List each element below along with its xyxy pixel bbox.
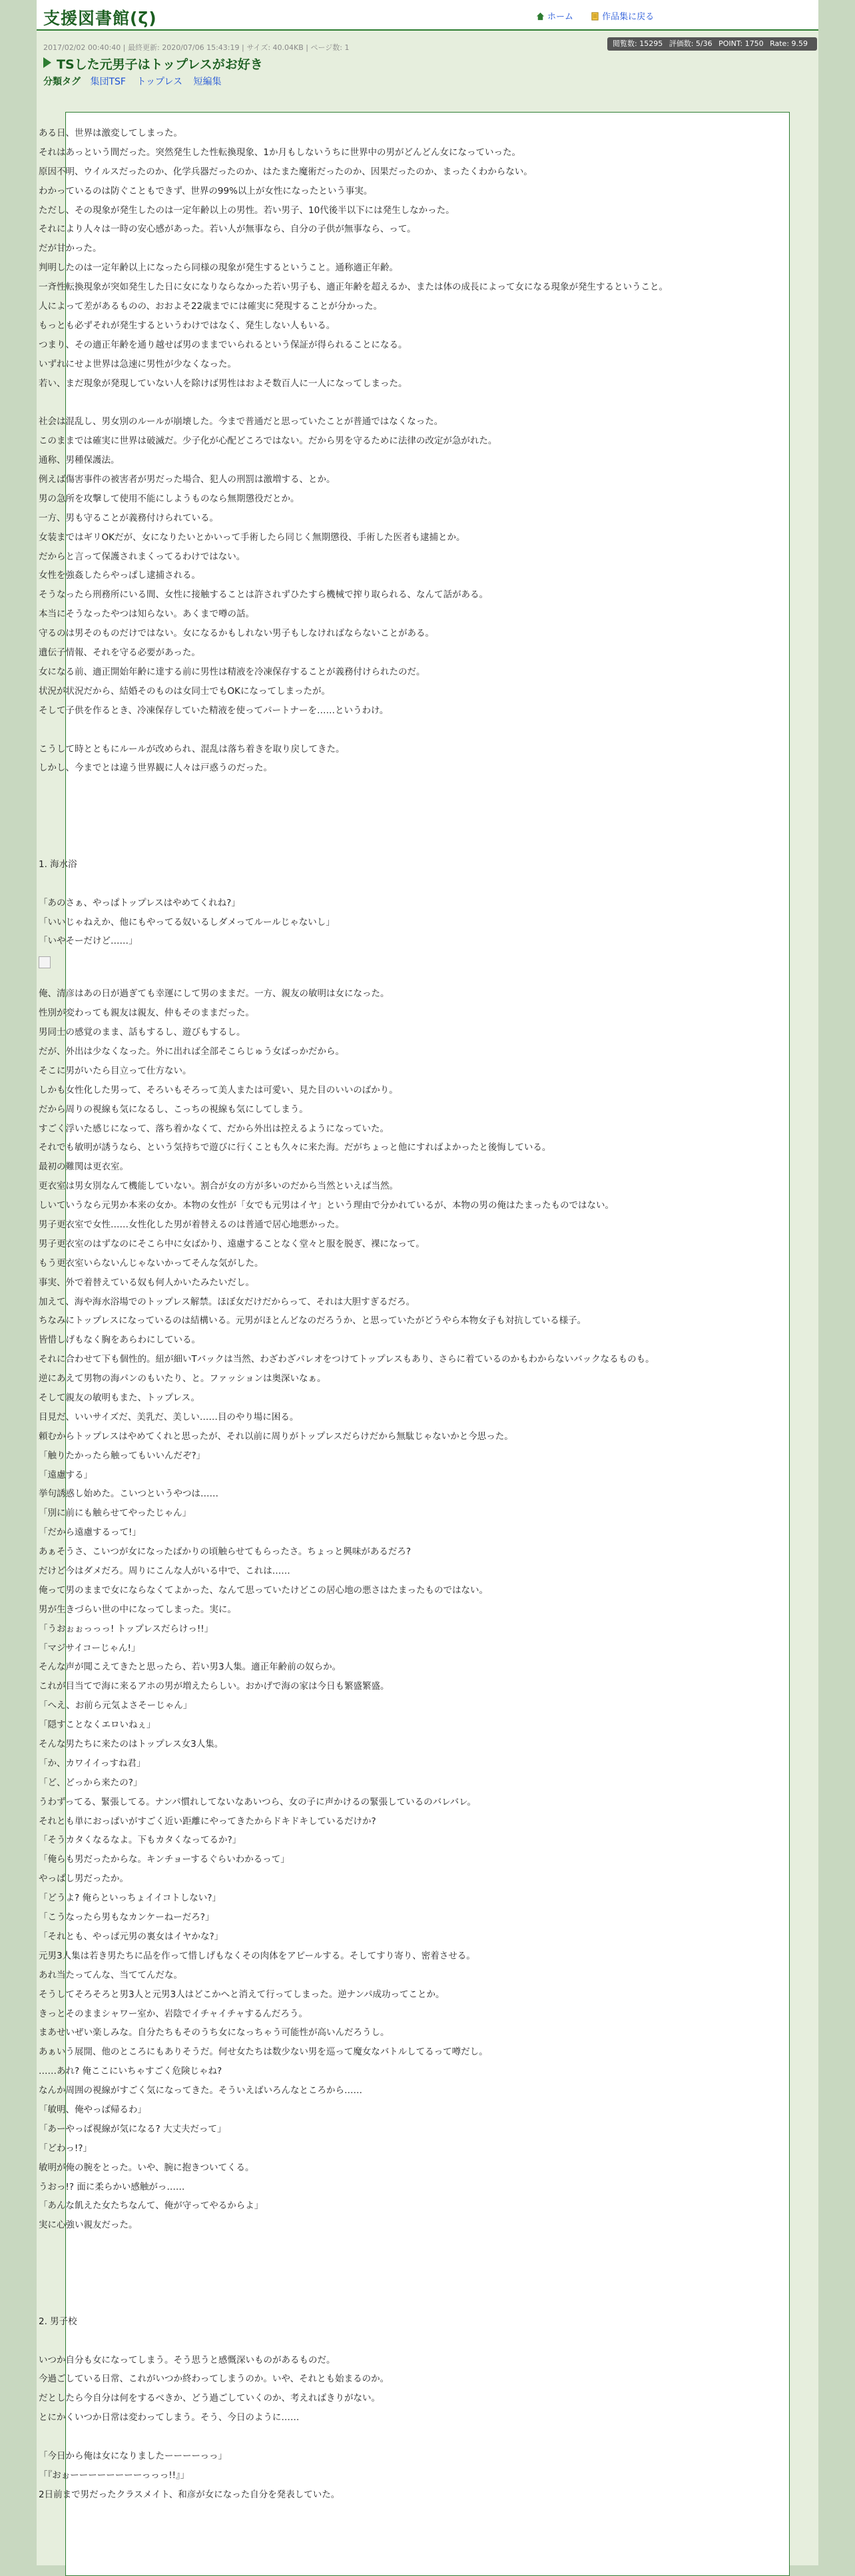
story-line: 「隠すことなくエロいねぇ」 [39,1720,156,1731]
story-line: 一方、男も守ることが義務付けられている。 [39,512,218,523]
story-line: 「いいじゃねえか、他にもやってる奴いるしダメってルールじゃないし」 [39,916,335,928]
story-line: 今過ごしている日常、これがいつか終わってしまうのか。いや、それとも始まるのか。 [39,2374,390,2385]
story-line: あぁいう展開、他のところにもありそうだ。何せ女たちは数少ない男を巡って魔女なバトルしてるって噂だし。 [39,2047,488,2058]
points-count: POINT: 1750 [718,39,764,48]
tag-list-label: 分類タグ [43,77,81,87]
story-line: ただし、その現象が発生したのは一定年齢以上の男性。若い男子、10代後半以下には発生しなかった。 [39,204,455,216]
blank-line [39,778,744,797]
story-line: そんな声が聞こえてきたと思ったら、若い男3人集。適正年齢前の奴らか。 [39,1662,342,1673]
story-line: もっとも必ずそれが発生するというわけではなく、発生しない人もいる。 [39,320,336,331]
story-line: 「あーやっぱ視線が気になる? 大丈夫だって」 [39,2123,226,2134]
story-line: 遺伝子情報、それを守る必要があった。 [39,647,200,659]
story-line: 「あのさぁ、やっぱトップレスはやめてくれね?」 [39,897,240,908]
site-title[interactable]: 支援図書館(ζ) [43,9,157,28]
story-line: 女性を強姦したらやっぱし逮捕される。 [39,570,200,581]
tag-link[interactable]: 短編集 [193,77,222,87]
story-line: 最初の難関は更衣室。 [39,1161,129,1173]
home-link-label: ホーム [547,12,574,22]
story-line: そうなったら刑務所にいる間、女性に接触することは許されずひたすら機械で搾り取られる、なんて話がある。 [39,589,488,601]
back-to-collection-link[interactable] [591,12,654,22]
story-line: 挙句誘惑し始めた。こいつというやつは…… [39,1488,218,1500]
tag-list [43,75,229,88]
story-line: 例えば傷害事件の被害者が男だった場合、犯人の刑罰は激増する、とか。 [39,474,336,485]
story-line: わかっているのは防ぐこともできず、世界の99%以上が女性になったという事実。 [39,185,373,196]
arrow-right-icon [43,57,51,68]
story-line: やっぱし男だったか。 [39,1873,129,1885]
home-icon [536,12,545,21]
story-line: 「どうよ? 俺らといっちょイイコトしない?」 [39,1893,221,1904]
story-line: 逆にあえて男物の海パンのもいたり、と。ファッションは奥深いなぁ。 [39,1373,326,1385]
story-line: 事実、外で着替えている奴も何人かいたみたいだし。 [39,1277,254,1288]
story-line: 「いやそーだけど……」 [39,936,138,947]
story-line: だから周りの視線も気になるし、こっちの視線も気にしてしまう。 [39,1104,308,1115]
story-line: 社会は混乱し、男女別のルールが崩壊した。今まで普通だと思っていたことが普通ではなくなった。 [39,416,443,428]
story-line: 「俺らも男だったからな。キンチョーするぐらいわかるって」 [39,1854,290,1865]
top-nav [536,9,669,22]
blank-line [39,2427,744,2447]
stats-bar [607,37,817,51]
story-line: 男子更衣室のはずなのにそこら中に女ばかり、遠慮することなく堂々と服を脱ぎ、裸になって。 [39,1238,425,1249]
story-line: あぁそうさ、こいつが女になったばかりの頃触らせてもらったさ。ちょっと興味があるだろ? [39,1546,412,1558]
story-line: 「触りたかったら触ってもいいんだぞ?」 [39,1450,206,1461]
story-line: しかも女性化した男って、そろいもそろって美人または可愛い、見た目のいいのばかり。 [39,1084,398,1096]
story-line: 「か、カワイイっすね君」 [39,1758,146,1769]
blank-line [39,797,744,816]
story-line: 俺、清彦はあの日が過ぎても幸運にして男のままだ。一方、親友の敏明は女になった。 [39,988,390,1000]
story-line: きっとそのままシャワー室か、岩陰でイチャイチャするんだろう。 [39,2008,308,2019]
story-line: 「そうカタくなるなよ。下もカタくなってるか?」 [39,1835,242,1846]
story-line: 俺って男のままで女にならなくてよかった、なんて思っていたけどこの居心地の悪さはたまったものではない。 [39,1584,488,1596]
story-line: あれ当たってんな、当ててんだな。 [39,1969,182,1981]
home-link[interactable] [536,12,573,22]
story-line: 男子更衣室で女性……女性化した男が着替えるのは普通で居心地悪かった。 [39,1219,344,1230]
blank-line [39,721,744,740]
story-line: 通称、男種保護法。 [39,455,120,466]
story-line: 若い、まだ現象が発現していない人を除けば男性はおよそ数百人に一人になってしまった。 [39,378,408,389]
story-line: うわずってる、緊張してる。ナンパ慣れしてないなあいつら、女の子に声かけるの緊張しているのバレバレ。 [39,1796,477,1807]
blank-line [39,874,744,894]
story-line: そして子供を作るとき、冷凍保存していた精液を使ってパートナーを……というわけ。 [39,705,389,716]
story-line: 頼むからトップレスはやめてくれと思ったが、それ以前に周りがトップレスだらけだから無駄じゃないかと今思った。 [39,1431,513,1442]
story-line: 状況が状況だから、結婚そのものは女同士でもOKになってしまったが。 [39,685,330,697]
story-line: 判明したのは一定年齢以上になったら同様の現象が発生するということ。通称適正年齢。 [39,262,398,274]
story-line: つまり、その適正年齢を通り越せば男のままでいられるという保証が得られることになる。 [39,339,408,350]
story-line: 「だから遠慮するって!」 [39,1527,141,1538]
evaluations-count: 評価数: 5/36 [669,39,712,48]
story-line: とにかくいつか日常は変わってしまう。そう、今日のように…… [39,2412,300,2423]
blank-line [39,393,744,412]
story-line: 本当にそうなったやつは知らない。あくまで噂の話。 [39,609,254,620]
story-line: それに合わせて下も個性的。紐が細いTバックは当然、わざわざパレオをつけてトップレスもあり、さらに着ているのかもわからないバックなるものも。 [39,1354,655,1365]
rate-value: Rate: 9.59 [770,39,808,48]
story-line: それでも敏明が誘うなら、という気持ちで遊びに行くことも久々に来た海。だがちょっと他にすればよかったと後悔している。 [39,1142,551,1153]
story-line: 守るのは男そのものだけではない。女になるかもしれない男子もしなければならないことがある。 [39,628,434,639]
blank-line [39,2235,744,2254]
tag-link[interactable]: 集団TSF [90,77,126,87]
story-line: うおっ!? 面に柔らかい感触がっ…… [39,2181,185,2192]
story-line: 2. 男子校 [39,2316,77,2327]
blank-line [39,816,744,836]
tag-link[interactable]: トップレス [137,77,183,87]
story-line: 加えて、海や海水浴場でのトップレス解禁。ほぼ女だけだからって、それは大胆すぎるだろ。 [39,1296,416,1307]
blank-line [39,2274,744,2293]
blank-line [39,2332,744,2351]
story-line: 「別に前にも触らせてやったじゃん」 [39,1508,192,1519]
story-line: このままでは確実に世界は破滅だ。少子化が心配どころではない。だから男を守るために法律の改定が急がれた。 [39,436,497,447]
story-line: ……あれ? 俺ここにいちゃすごく危険じゃね? [39,2066,222,2077]
story-line: 1. 海水浴 [39,858,77,870]
story-line: もう更衣室いらないんじゃないかってそんな気がした。 [39,1257,264,1269]
story-line: そして親友の敏明もまた、トップレス。 [39,1393,200,1403]
work-title [43,55,263,73]
story-line: ちなみにトップレスになっているのは結構いる。元男がほとんどなのだろうか、と思っていたがどうやら本物女子も対抗している様子。 [39,1315,587,1327]
story-line: 女になる前、適正開始年齢に達する前に男性は精液を冷凍保存することが義務付けられたのだ。 [39,666,426,677]
story-line: 皆惜しげもなく胸をあらわにしている。 [39,1335,200,1346]
story-line: しかし、今までとは違う世界観に人々は戸惑うのだった。 [39,763,272,774]
story-line: すごく浮いた感じになって、落ち着かなくて、だから外出は控えるようになっていた。 [39,1123,389,1134]
story-line: 元男3人集は若き男たちに品を作って惜しげもなくその肉体をアピールする。そしてすり寄り、密着させる。 [39,1950,475,1961]
blank-line [39,2254,744,2274]
story-line: 性別が変わっても親友は親友、仲もそのままだった。 [39,1008,254,1019]
broken-image-icon [39,951,744,984]
story-line: 「どわっ!?」 [39,2142,92,2154]
story-line: だけど今はダメだろ。周りにこんな人がいる中で、これは…… [39,1566,290,1577]
story-line: そうしてそろそろと男3人と元男3人はどこかへと消えて行ってしまった。逆ナンパ成功ってことか。 [39,1989,445,2000]
story-line: 2日前まで男だったクラスメイト、和彦が女になった自分を発表していた。 [39,2489,340,2500]
blank-line [39,836,744,855]
story-line: 「遠慮する」 [39,1469,93,1480]
blank-line [39,2293,744,2312]
story-line: いずれにせよ世界は急速に男性が少なくなった。 [39,358,236,370]
story-line: だが、外出は少なくなった。外に出れば全部そこらじゅう女ばっかだから。 [39,1046,344,1057]
views-count: 閲覧数: 15295 [613,39,663,48]
story-line: だからと言って保護されまくってるわけではない。 [39,551,246,562]
story-line: 原因不明、ウイルスだったのか、化学兵器だったのか、はたまた魔術だったのか、因果だったのか、まったくわからない。 [39,166,533,177]
story-line: そこに男がいたら目立って仕方ない。 [39,1065,192,1076]
story-line: 「へえ、お前ら元気よさそーじゃん」 [39,1700,192,1712]
story-line: それとも単におっぱいがすごく近い距離にやってきたからドキドキしているだけか? [39,1815,376,1827]
story-line: 「こうなったら男もなカンケーねーだろ?」 [39,1912,214,1923]
story-line: 男同士の感覚のまま、話もするし、遊びもするし。 [39,1027,246,1038]
story-line: それはあっという間だった。突然発生した性転換現象、1か月もしないうちに世界中の男がどんどん女になっていった。 [39,147,521,158]
story-line: 男の急所を攻撃して使用不能にしようものなら無期懲役だとか。 [39,493,300,504]
story-line: まあせいぜい楽しみな。自分たちもそのうち女になっちゃう可能性が高いんだろうし。 [39,2027,390,2039]
work-meta: 2017/02/02 00:40:40 | 最終更新: 2020/07/06 15:43:19 | サイズ: 40.04KB | ページ数: 1 [43,43,350,52]
story-line: そんな男たちに来たのはトップレス女3人集。 [39,1739,224,1750]
story-line: 目見だ、いいサイズだ、美乳だ、美しい……目のやり場に困る。 [39,1411,299,1423]
story-line: 「あんな飢えた女たちなんて、俺が守ってやるからよ」 [39,2200,264,2212]
story-line: 更衣室は男女別なんて機能していない。割合が女の方が多いのだから当然といえば当然。 [39,1181,398,1192]
back-link-label: 作品集に戻る [602,12,655,22]
story-line: なんか周囲の視線がすごく気になってきた。そういえばいろんなところから…… [39,2085,362,2096]
story-line: ある日、世界は激変してしまった。 [39,128,182,139]
story-line: 敏明が俺の腕をとった。いや、腕に抱きついてくる。 [39,2162,254,2173]
story-body [39,124,744,2505]
story-line: 女装まではギリOKだが、女になりたいとかいって手術したら同じく無期懲役、手術した医者も逮捕とか。 [39,531,465,543]
story-line: 実に心強い親友だった。 [39,2220,138,2231]
story-line: 「うおぉぉっっっ! トップレスだらけっ!!」 [39,1623,214,1634]
story-line: 「『おぉーーーーーーーーっっっ!!』」 [39,2469,190,2481]
story-line: 「ど、どっから来たの?」 [39,1777,142,1788]
story-line: こうして時とともにルールが改められ、混乱は落ち着きを取り戻してきた。 [39,743,345,755]
story-line: これが目当てで海に来るアホの男が増えたらしい。おかげで海の家は今日も繁盛繁盛。 [39,1681,390,1692]
story-line: だが甘かった。 [39,243,102,254]
story-line: しいていうなら元男か本来の女か。本物の女性が「女でも元男はイヤ」という理由で分かれているが、本物の男の俺はたまったものではない。 [39,1200,614,1211]
document-icon [591,12,599,21]
story-line: いつか自分も女になってしまう。そう思うと感慨深いものがあるものだ。 [39,2354,336,2366]
work-title-text: TSした元男子はトップレスがお好き [57,57,263,72]
story-line: 「それとも、やっぱ元男の裏女はイヤかな?」 [39,1931,224,1942]
story-line: 一斉性転換現象が突如発生した日に女になりならなかった若い男子も、適正年齢を超えるか、または体の成長によって女になる現象が発生するということ。 [39,282,668,293]
story-line: 「今日から俺は女になりましたーーーーっっ」 [39,2450,227,2461]
story-line: 「敏明、俺やっぱ帰るわ」 [39,2104,146,2115]
story-line: 人によって差があるものの、おおよそ22歳までには確実に発現することが分かった。 [39,301,383,312]
story-line: 「マジサイコーじゃん!」 [39,1642,141,1654]
story-line: 男が生きづらい世の中になってしまった。実に。 [39,1604,236,1615]
story-line: それにより人々は一時の安心感があった。若い人が無事なら、自分の子供が無事なら、って。 [39,224,416,235]
header-bar [37,0,818,31]
story-line: だとしたら今自分は何をするべきか、どう過ごしていくのか、考えればきりがない。 [39,2393,380,2404]
